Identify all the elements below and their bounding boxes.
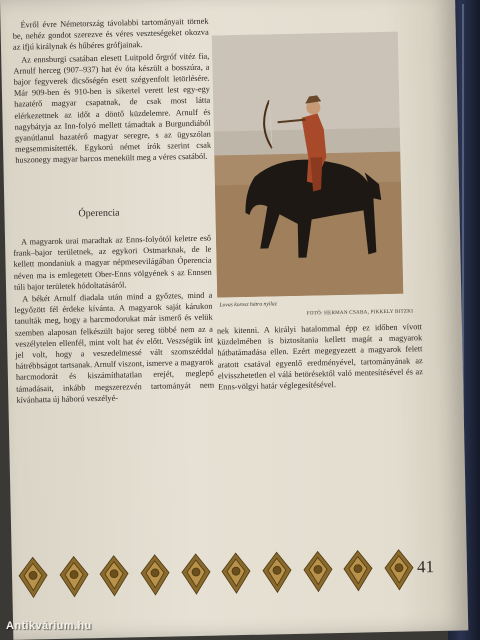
bronze-rosette-icon (56, 554, 91, 599)
bronze-rosette-icon (300, 549, 335, 594)
bronze-rosette-icon (16, 555, 51, 600)
paragraph: Az ennsburgi csatában elesett Luitpold őrgróf vitéz fia, Arnulf herceg (907–937) hat év óta készült a bosszúra, a bajor fegyverek dicsőségén esett szégyenfolt letörlésére. Már 909-ben és 910-ben is sikertel verett lest egy-egy hazatérő magyar csapatnak, de csak most látta elérkezettnek az időt a döntő küzdelemre. Arnulf és nagybátyja az Inn-folyó mellett támadtak a Burgundiából gyanútlanul hazatérő magyar seregre, s az ügyszólan megsemmisítették. Egykorú német írók szerint csak huszonegy magyar harcos menekült meg a véres csatából. (13, 51, 212, 166)
bronze-rosette-icon (219, 551, 254, 596)
photo-illustration (212, 32, 403, 298)
watermark-text: Antikvárium.hu (6, 620, 92, 632)
bronze-rosette-icon (260, 550, 295, 595)
section-heading: Óperencia (78, 207, 120, 220)
page-number: 41 (416, 557, 435, 577)
ornament-border (16, 547, 417, 599)
bronze-rosette-icon (381, 547, 416, 592)
paragraph: A magyarok urai maradtak az Enns-folyótól keletre eső frank–bajor területnek, az egykori Ostmarknak, de le kellett mondaniuk a magyar népmesevilágában Óperencia néven ma is emlegetett Ober-Enns völgyének s az Ennsen túli bajor területek hódoltatásáról. (13, 233, 212, 292)
paragraph: A békét Arnulf diadala után mind a győztes, mind a legyőzött fél érdeke kívánta. A magyarok saját kárukon tanulták meg, hogy a harcmodorukat már ismerő és velük szemben alaposan felkészült bajor sereg többé nem az a veszélytelen ellenfél, mint volt hat év előtt. Veszségük ínt jel volt, hogy a veszedelmessé vált szomszéddal hátrébbságot tartsanak. Arnulf viszont, ismerve a magyarok harcmodorát és kiszámíthatatlan erejét, meglepő támadásait, inkább megszerezvén tartományát nem kívánhatta új háború veszélyé- (14, 290, 215, 405)
photo-caption: Lovas korosz hátra nyilaz (219, 301, 277, 309)
bronze-rosette-icon (341, 548, 376, 593)
text-column-left-top (12, 16, 211, 167)
bronze-rosette-icon (138, 553, 173, 598)
text-column-left-bottom (13, 233, 214, 406)
bronze-rosette-icon (97, 553, 132, 598)
photo-credit: FOTÓ: HERMAN CSABA, PIKKELY BITZKI (306, 308, 414, 317)
bronze-rosette-icon (178, 552, 213, 597)
text-column-right (217, 321, 423, 392)
paragraph: Évről évre Németország távolabbi tartományait törnek be, nehéz gondot szerezve és véres veszteségeket okozva az ifjú királynak és hűbéres grófjainak. (12, 16, 209, 53)
paragraph: nek kitenni. A királyi hatalommal épp ez időben vívott küzdelmében is biztosítania kellett magát a magyarok hátbatámadása ellen. Ezért megegyezett a magyarok felett aratott csatával egyenlő eredményével, tartományának az elvisszhetetlen el válá betörésektől való mentesítésével és az Enns-völgyi határ véglegesítésével. (216, 322, 423, 392)
archer-on-horse-photo (212, 32, 403, 298)
